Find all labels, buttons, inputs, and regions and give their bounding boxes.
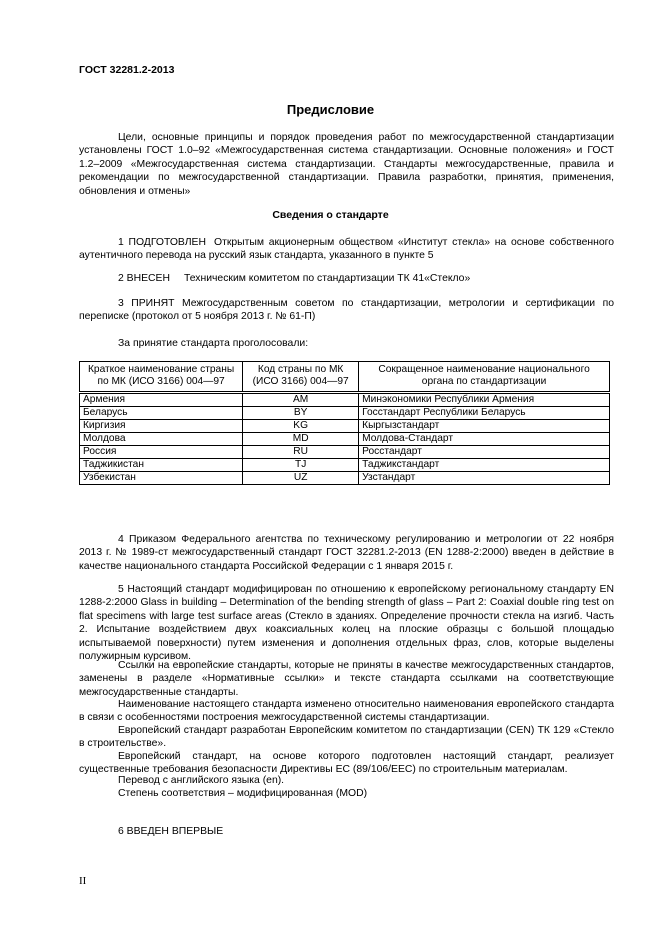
header-country-name: Краткое наименование страны по МК (ИСО 3166) 004—97 bbox=[80, 362, 243, 393]
country-name-cell: Россия bbox=[80, 446, 243, 459]
item-1-label: 1 ПОДГОТОВЛЕН bbox=[118, 237, 206, 248]
country-code-cell: UZ bbox=[243, 472, 359, 485]
item-6-first-introduced: 6 ВВЕДЕН ВПЕРВЫЕ bbox=[118, 826, 224, 837]
header-country-code: Код страны по МК (ИСО 3166) 004—97 bbox=[243, 362, 359, 393]
section-subtitle: Сведения о стандарте bbox=[272, 209, 389, 221]
item-5-paragraph-3: Наименование настоящего стандарта изменено относительно наименования европейского стандарта в связи с особенностями построения межгосударственной системы стандартизации. bbox=[79, 699, 614, 724]
table-header-row bbox=[80, 362, 610, 393]
country-name-cell: Беларусь bbox=[80, 407, 243, 420]
country-code-cell: KG bbox=[243, 420, 359, 433]
item-2-text: Техническим комитетом по стандартизации ТК 41«Стекло» bbox=[183, 273, 471, 284]
standards-body-cell: Госстандарт Республики Беларусь bbox=[359, 407, 610, 420]
header-standards-body: Сокращенное наименование национального органа по стандартизации bbox=[359, 362, 610, 393]
item-1-text: Открытым акционерным обществом «Институт стекла» на основе собственного аутентичного перевода на русский язык стандарта, указанного в пункте 5 bbox=[79, 237, 614, 262]
page-number: II bbox=[79, 875, 87, 887]
page-title: Предисловие bbox=[286, 102, 375, 117]
standards-body-cell: Узстандарт bbox=[359, 472, 610, 485]
item-5-paragraph-6: Перевод с английского языка (en). bbox=[118, 775, 285, 786]
standards-body-cell: Минэкономики Республики Армения bbox=[359, 393, 610, 407]
country-name-cell: Узбекистан bbox=[80, 472, 243, 485]
table-row bbox=[80, 393, 610, 407]
item-5-paragraph-5: Европейский стандарт, на основе которого подготовлен настоящий стандарт, реализует существенные требования безопасности Директивы ЕС (89/106/EEC) по строительным материалам. bbox=[79, 751, 614, 776]
country-code-cell: RU bbox=[243, 446, 359, 459]
intro-paragraph: Цели, основные принципы и порядок проведения работ по межгосударственной стандартизации установлены ГОСТ 1.0–92 «Межгосударственная система стандартизации. Основные положения» и ГОСТ 1.2–2009 «Межгосударственная система стандартизации. Стандарты межгосударственные, правила и рекомендации по межгосударственной стандартизации. Правила разработки, принятия, применения, обновления и отмены» bbox=[79, 132, 614, 197]
country-name-cell: Армения bbox=[80, 393, 243, 407]
country-name-cell: Молдова bbox=[80, 433, 243, 446]
document-id: ГОСТ 32281.2-2013 bbox=[79, 64, 175, 76]
country-name-cell: Таджикистан bbox=[80, 459, 243, 472]
table-row bbox=[80, 420, 610, 433]
country-name-cell: Киргизия bbox=[80, 420, 243, 433]
table-row bbox=[80, 407, 610, 420]
country-code-cell: BY bbox=[243, 407, 359, 420]
item-5-paragraph-2: Ссылки на европейские стандарты, которые не приняты в качестве межгосударственных стандартов, заменены в разделе «Нормативные ссылки» и тексте стандарта ссылками на соответствующие межгосударственные стандарты. bbox=[79, 660, 614, 698]
item-5-paragraph-4: Европейский стандарт разработан Европейским комитетом по стандартизации (CEN) ТК 129 «Стекло в строительстве». bbox=[79, 725, 614, 750]
table-row bbox=[80, 459, 610, 472]
item-4-order: 4 Приказом Федерального агентства по техническому регулированию и метрологии от 22 ноября 2013 г. № 1989-ст межгосударственный стандарт ГОСТ 32281.2-2013 (EN 1288-2:2000) введен в действие в качестве национального стандарта Российской Федерации с 1 января 2015 г. bbox=[79, 534, 614, 572]
country-code-cell: MD bbox=[243, 433, 359, 446]
standards-body-cell: Росстандарт bbox=[359, 446, 610, 459]
item-2-label: 2 ВНЕСЕН bbox=[118, 273, 170, 284]
country-code-cell: TJ bbox=[243, 459, 359, 472]
standards-body-cell: Кыргызстандарт bbox=[359, 420, 610, 433]
table-row bbox=[80, 446, 610, 459]
item-3-adopted: 3 ПРИНЯТ Межгосударственным советом по стандартизации, метрологии и сертификации по переписке (протокол от 5 ноября 2013 г. № 61-П) bbox=[79, 298, 614, 323]
table-row bbox=[80, 433, 610, 446]
item-5-paragraph-7: Степень соответствия – модифицированная (MOD) bbox=[118, 788, 368, 799]
item-5-paragraph-1: 5 Настоящий стандарт модифицирован по отношению к европейскому региональному стандарту EN 1288-2:2000 Glass in building – Determination of the bending strength of glass – Part 2: Coaxial double ring test on flat specimens with large test surface areas (Стекло в зданиях. Определение прочности стекла на изгиб. Часть 2. Испытание воздействием двух коаксиальных колец на плоские образцы с большой площадью испытываемой поверхности) путем изменения и дополнения отдельных фраз, слов, которые выделены полужирным курсивом. bbox=[79, 584, 614, 663]
standards-body-cell: Таджикстандарт bbox=[359, 459, 610, 472]
countries-table bbox=[79, 361, 610, 485]
vote-intro: За принятие стандарта проголосовали: bbox=[118, 338, 309, 349]
country-code-cell: AM bbox=[243, 393, 359, 407]
item-1-prepared bbox=[79, 236, 614, 263]
item-2-introduced bbox=[79, 272, 614, 285]
standards-body-cell: Молдова-Стандарт bbox=[359, 433, 610, 446]
table-row bbox=[80, 472, 610, 485]
